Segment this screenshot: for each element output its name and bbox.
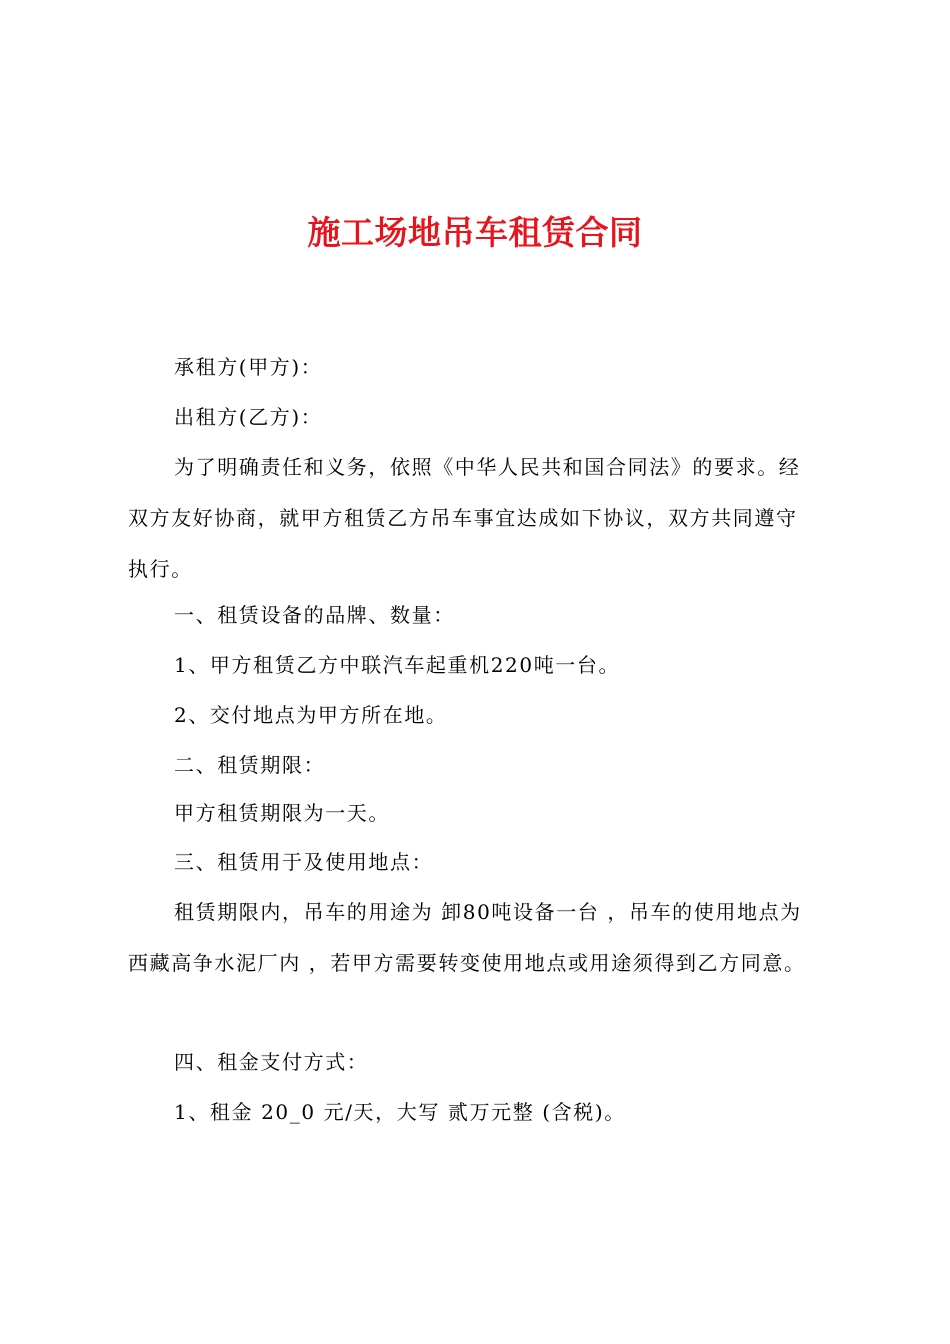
section1-item-2: 2、交付地点为甲方所在地。 [174,703,448,727]
intro-line-2: 双方友好协商，就甲方租赁乙方吊车事宜达成如下协议，双方共同遵守 [128,506,798,530]
section3-heading: 三、租赁用于及使用地点： [174,850,434,874]
lessor-line: 出租方(乙方)： [174,405,323,429]
section3-line-2: 西藏高争水泥厂内 ，若甲方需要转变使用地点或用途须得到乙方同意。 [128,951,806,975]
intro-line-1: 为了明确责任和义务，依照《中华人民共和国合同法》的要求。经 [174,455,801,479]
section1-heading: 一、租赁设备的品牌、数量： [174,603,455,627]
lessee-line: 承租方(甲方)： [174,355,323,379]
section3-paragraph [128,887,830,989]
intro-line-3: 执行。 [128,557,193,581]
section4-item-1: 1、租金 20_0 元/天，大写 贰万元整 (含税)。 [174,1100,626,1124]
section4-heading: 四、租金支付方式： [174,1050,369,1074]
intro-paragraph [128,442,830,595]
section3-line-1: 租赁期限内，吊车的用途为 卸80吨设备一台 ，吊车的使用地点为 [174,900,802,924]
document-title: 施工场地吊车租赁合同 [307,213,643,252]
section2-heading: 二、租赁期限： [174,753,326,777]
section2-text: 甲方租赁期限为一天。 [174,801,390,825]
section1-item-1: 1、甲方租赁乙方中联汽车起重机220吨一台。 [174,653,621,677]
